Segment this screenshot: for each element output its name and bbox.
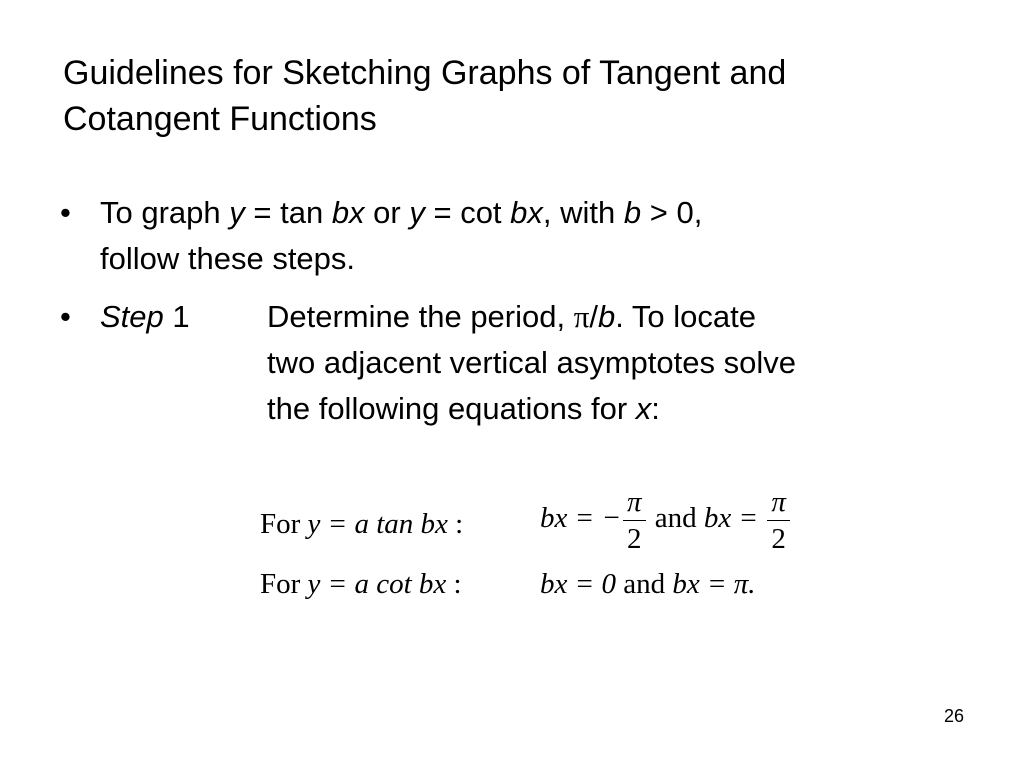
fraction-numerator: π bbox=[623, 484, 646, 521]
equation-rhs bbox=[540, 484, 792, 557]
equation-lhs bbox=[260, 508, 463, 541]
text: the following equations for bbox=[267, 391, 636, 426]
fraction-denominator: 2 bbox=[627, 523, 642, 555]
step-line-1 bbox=[267, 294, 980, 340]
bullet-item-step-1 bbox=[60, 294, 980, 432]
step-word: Step bbox=[100, 299, 164, 334]
for-word: For bbox=[260, 508, 308, 540]
text: Determine the period, bbox=[267, 299, 574, 334]
var-bx: bx bbox=[510, 195, 543, 230]
step-label bbox=[100, 294, 267, 432]
equation-lhs bbox=[260, 568, 462, 601]
equation-part: bx = bbox=[703, 502, 766, 535]
slide-title-line-2: Cotangent Functions bbox=[63, 100, 377, 138]
var-bx: bx bbox=[331, 195, 365, 230]
text: = tan bbox=[244, 195, 332, 230]
cot-function: y = a cot bx bbox=[307, 568, 447, 600]
colon: : bbox=[447, 508, 464, 540]
text: . To locate bbox=[615, 299, 756, 334]
text: To graph bbox=[100, 195, 230, 230]
bullet-line-1 bbox=[100, 190, 980, 236]
text: , with bbox=[542, 195, 624, 230]
equation-part: bx = 0 bbox=[540, 568, 616, 600]
text: > 0, bbox=[641, 195, 703, 230]
slash: / bbox=[589, 299, 598, 334]
and-word: and bbox=[647, 502, 704, 535]
bullet-dot: • bbox=[60, 299, 71, 334]
step-row bbox=[100, 294, 980, 432]
fraction-pi-over-2 bbox=[767, 484, 790, 557]
text: = cot bbox=[424, 195, 511, 230]
step-description bbox=[267, 294, 980, 432]
bullet-item-graph bbox=[60, 190, 980, 282]
equation-part: bx = π. bbox=[672, 568, 756, 600]
fraction-pi-over-2 bbox=[623, 484, 646, 557]
slide-title bbox=[63, 50, 963, 142]
bullet-line-2: follow these steps. bbox=[100, 241, 356, 276]
slide-title-line-1: Guidelines for Sketching Graphs of Tangent and bbox=[63, 54, 787, 92]
page-number: 26 bbox=[943, 706, 964, 726]
for-word: For bbox=[260, 568, 308, 600]
fraction-numerator: π bbox=[767, 484, 790, 521]
bullet-list bbox=[60, 190, 980, 432]
and-word: and bbox=[615, 568, 673, 600]
step-line-3 bbox=[267, 386, 980, 432]
fraction-denominator: 2 bbox=[771, 523, 786, 555]
tan-function: y = a tan bx bbox=[307, 508, 448, 540]
colon: : bbox=[446, 568, 462, 600]
pi-symbol: π bbox=[573, 299, 590, 334]
equation-part: bx = − bbox=[540, 502, 622, 535]
var-y: y bbox=[229, 195, 245, 230]
step-number: 1 bbox=[163, 299, 190, 334]
var-b: b bbox=[623, 195, 642, 230]
equation-rhs bbox=[540, 568, 756, 601]
var-b: b bbox=[598, 299, 616, 334]
step-line-2: two adjacent vertical asymptotes solve bbox=[267, 345, 796, 380]
text: : bbox=[651, 391, 660, 426]
var-x: x bbox=[635, 391, 652, 426]
bullet-dot: • bbox=[60, 195, 71, 230]
var-y: y bbox=[409, 195, 425, 230]
text: or bbox=[364, 195, 410, 230]
